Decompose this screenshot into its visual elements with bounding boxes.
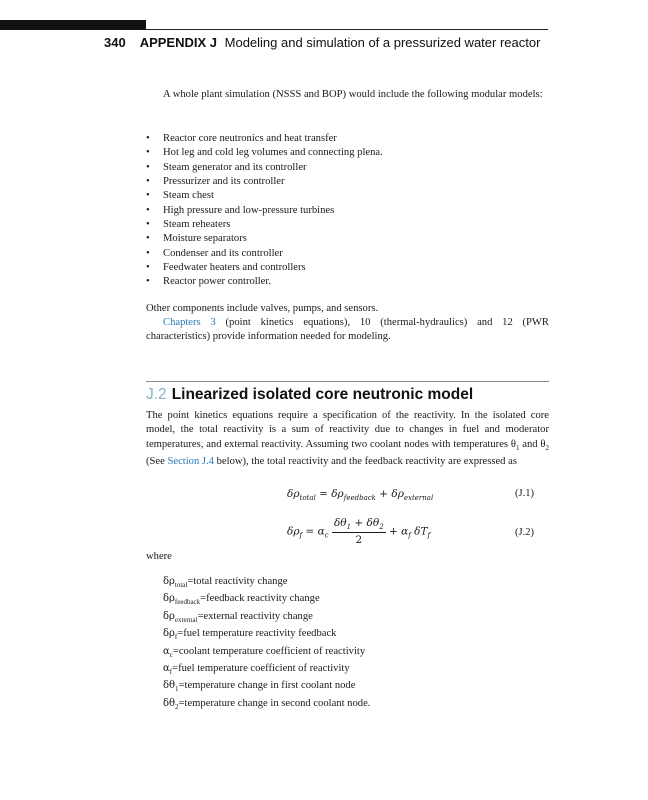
definition-item: $\alpha_c=coolant$ temperature coefficient of reactivity <box>163 645 366 659</box>
chapters-link[interactable]: Chapters 3 <box>163 317 216 328</box>
fraction: $\frac{\delta\theta_1 + \delta\theta_2}{2}$ <box>333 517 384 547</box>
equation-number: (J.1) <box>515 488 534 499</box>
equation-j2: $\delta\rho_f = \alpha_c$ $\frac{\delta\theta_1 + \delta\theta_2}{2}$ + $\alpha_f$ $\delta T_f$ <box>287 517 431 547</box>
definition-list <box>163 575 370 714</box>
bullet-icon: • <box>146 233 150 245</box>
equation-j1: $\delta\rho_{total} = \delta\rho_{feedback} + \delta\rho_{external}$ <box>287 488 434 503</box>
section-title: Linearized isolated core neutronic model <box>171 386 474 403</box>
definition-item: $\delta\theta_2=temperature$ change in second coolant node. <box>163 697 371 711</box>
definition-item: $\alpha_f=fuel$ temperature coefficient of reactivity <box>163 663 350 677</box>
list-item: • Hot leg and cold leg volumes and connecting plena. <box>146 146 549 160</box>
running-title: Modeling and simulation of a pressurized water reactor <box>224 35 541 50</box>
definition-item: $\delta\rho_{total}=total$ reactivity change <box>163 576 288 590</box>
bullet-icon: • <box>146 147 150 159</box>
list-item: • Condenser and its controller <box>146 247 549 261</box>
appendix-label: APPENDIX J <box>139 35 218 50</box>
list-item: • Steam generator and its controller <box>146 161 549 175</box>
list-item: • Reactor core neutronics and heat transfer <box>146 132 549 146</box>
header-rule <box>146 29 548 30</box>
bullet-icon: • <box>146 176 150 188</box>
bullet-icon: • <box>146 262 150 274</box>
section-number: J.2 <box>146 386 167 403</box>
intro-paragraph: A whole plant simulation (NSSS and BOP) would include the following modular models: <box>163 89 543 100</box>
list-item: • High pressure and low-pressure turbines <box>146 204 549 218</box>
bullet-icon: • <box>146 161 150 173</box>
bullet-icon: • <box>146 219 150 231</box>
definition-item: $\delta\rho_{feedback}=feedback$ reactivity change <box>163 593 320 607</box>
list-item: • Reactor power controller. <box>146 275 549 289</box>
bullet-icon: • <box>146 190 150 202</box>
list-item: • Moisture separators <box>146 232 549 246</box>
equation-number: (J.2) <box>515 527 534 538</box>
definition-item: $\delta\theta_1=temperature$ change in first coolant node <box>163 680 356 694</box>
section-paragraph: The point kinetics equations require a specification of the reactivity. In the isolated core model, the total reactivity is a sum of reactivity due to changes in fuel and moderator temperatures, and external reactivity. Assuming two coolant nodes with temperatures $\theta_1$ and $\theta_2$ (See Section J.4 below), the total reactivity and the feedback reactivity are expressed as <box>146 410 550 468</box>
definition-item: $\delta\rho_{external}=external$ reactivity change <box>163 610 313 624</box>
page-number: 340 <box>104 35 126 50</box>
other-components-text: Other components include valves, pumps, and sensors. <box>146 303 379 314</box>
bullet-icon: • <box>146 247 150 259</box>
bullet-icon: • <box>146 204 150 216</box>
running-header <box>104 35 540 50</box>
list-item: • Steam chest <box>146 189 549 203</box>
list-item: • Pressurizer and its controller <box>146 175 549 189</box>
list-item: • Feedwater heaters and controllers <box>146 261 549 275</box>
bullet-icon: • <box>146 276 150 288</box>
chapters-paragraph: Chapters 3 (point kinetics equations), 10 (thermal-hydraulics) and 12 (PWR characteristics) provide information needed for modeling. <box>146 317 549 343</box>
section-heading <box>146 386 473 404</box>
section-link[interactable]: Section J.4 <box>167 456 214 468</box>
where-label: where <box>146 551 172 562</box>
header-bar <box>0 20 146 30</box>
definition-item: $\delta\rho_f=fuel$ temperature reactivity feedback <box>163 628 337 642</box>
section-divider <box>146 381 549 382</box>
bullet-icon: • <box>146 133 150 144</box>
list-item: • Steam reheaters <box>146 218 549 232</box>
component-list <box>146 132 549 290</box>
